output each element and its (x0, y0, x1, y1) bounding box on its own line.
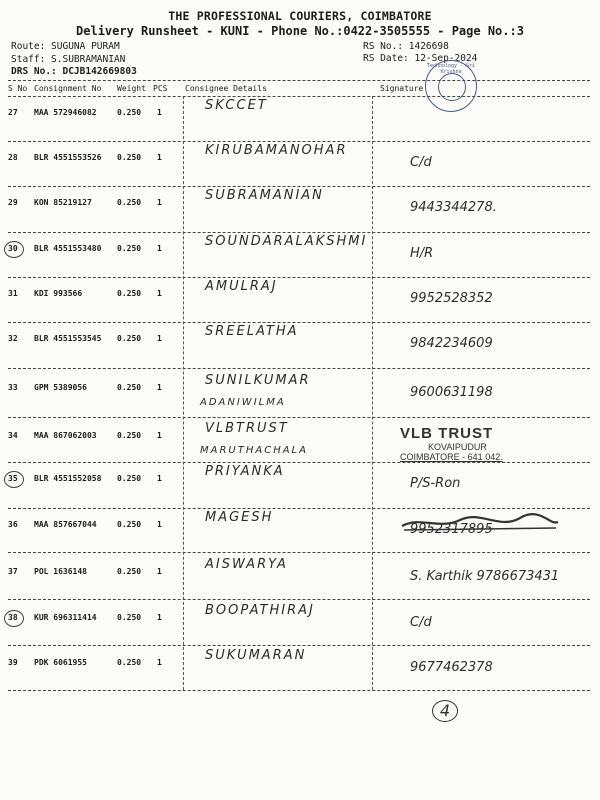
row-weight: 0.250 (117, 153, 142, 162)
row-weight: 0.250 (117, 474, 142, 483)
row-consignee-name: AMULRAJ (205, 279, 278, 294)
row-sno-circle (4, 471, 24, 488)
row-signature-text: 9677462378 (410, 660, 493, 675)
company-title: THE PROFESSIONAL COURIERS, COIMBATORE (168, 9, 432, 23)
row-divider (8, 186, 590, 187)
signature-scribble (400, 512, 560, 534)
row-consignment: MAA 867062003 (34, 431, 97, 440)
row-signature-text: P/S-Ron (410, 476, 461, 491)
row-consignee-name: MAGESH (205, 510, 274, 525)
row-pcs: 1 (157, 658, 162, 667)
row-signature-text: H/R (410, 246, 434, 261)
divider (8, 96, 590, 97)
column-separator (183, 96, 184, 690)
divider (8, 80, 590, 81)
row-pcs: 1 (157, 613, 162, 622)
row-pcs: 1 (157, 108, 162, 117)
row-consignment: PDK 6061955 (34, 658, 87, 667)
row-consignee-name: VLBTRUST (205, 421, 289, 436)
row-sno: 33 (8, 383, 18, 392)
row-divider (8, 599, 590, 600)
row-consignment: BLR 4551553545 (34, 334, 102, 343)
row-weight: 0.250 (117, 108, 142, 117)
row-divider (8, 322, 590, 323)
row-pcs: 1 (157, 153, 162, 162)
row-weight: 0.250 (117, 198, 142, 207)
rs-number: RS No.: 1426698 (363, 41, 449, 52)
row-pcs: 1 (157, 289, 162, 298)
row-consignee-name: BOOPATHIRAJ (205, 603, 315, 618)
row-divider (8, 232, 590, 233)
col-consignment: Consignment No (34, 84, 102, 93)
row-signature-text: 9443344278. (410, 200, 497, 215)
row-consignee-name: SKCCET (205, 98, 268, 113)
row-divider (8, 690, 590, 691)
row-sno-circle (4, 610, 24, 627)
row-consignee-name: KIRUBAMANOHAR (205, 143, 348, 158)
row-sno: 34 (8, 431, 18, 440)
row-divider (8, 368, 590, 369)
row-sno: 36 (8, 520, 18, 529)
row-pcs: 1 (157, 474, 162, 483)
row-sno: 38 (8, 613, 18, 622)
row-weight: 0.250 (117, 431, 142, 440)
row-sno: 37 (8, 567, 18, 576)
row-divider (8, 508, 590, 509)
row-consignee-name: SUBRAMANIAN (205, 188, 324, 203)
row-consignment: BLR 4551552058 (34, 474, 102, 483)
row-consignee-name: AISWARYA (205, 557, 288, 572)
row-consignee-name: PRIYANKA (205, 464, 285, 479)
col-weight: Weight (117, 84, 146, 93)
row-pcs: 1 (157, 334, 162, 343)
row-sno: 39 (8, 658, 18, 667)
row-consignee-name: SUKUMARAN (205, 648, 307, 663)
column-separator (372, 96, 373, 690)
row-sno-circle (4, 241, 24, 258)
row-weight: 0.250 (117, 289, 142, 298)
row-divider (8, 462, 590, 463)
row-pcs: 1 (157, 383, 162, 392)
row-consignee-name: SREELATHA (205, 324, 299, 339)
row-pcs: 1 (157, 198, 162, 207)
row-sno: 32 (8, 334, 18, 343)
row-signature-text: 9842234609 (410, 336, 493, 351)
footer-mark: 4 (432, 700, 458, 722)
row-divider (8, 277, 590, 278)
row-sno: 31 (8, 289, 18, 298)
row-weight: 0.250 (117, 383, 142, 392)
rs-date: RS Date: 12-Sep-2024 (363, 53, 478, 64)
row-divider (8, 552, 590, 553)
row-signature-text: S. Karthik 9786673431 (410, 569, 560, 584)
row-sno: 30 (8, 244, 18, 253)
row-weight: 0.250 (117, 244, 142, 253)
row-signature-text: C/d (410, 615, 432, 630)
row-pcs: 1 (157, 431, 162, 440)
row-sno: 28 (8, 153, 18, 162)
route-label: Route: SUGUNA PURAM (11, 41, 120, 52)
row-consignee-name: SOUNDARALAKSHMI (205, 234, 368, 249)
row-sno: 35 (8, 474, 18, 483)
row-consignment: POL 1636148 (34, 567, 87, 576)
row-divider (8, 645, 590, 646)
col-consignee: Consignee Details (185, 84, 267, 93)
round-stamp (425, 60, 477, 112)
row-signature-text: 9600631198 (410, 385, 493, 400)
row-consignment: KON 85219127 (34, 198, 92, 207)
row-consignment: MAA 857667044 (34, 520, 97, 529)
row-signature-text: C/d (410, 155, 432, 170)
col-pcs: PCS (153, 84, 168, 93)
row-divider (8, 417, 590, 418)
drs-number: DRS No.: DCJB142669803 (11, 66, 137, 77)
row-weight: 0.250 (117, 613, 142, 622)
row-sno: 29 (8, 198, 18, 207)
row-consignee-line2: MARUTHACHALA (200, 445, 308, 456)
row-pcs: 1 (157, 520, 162, 529)
row-pcs: 1 (157, 567, 162, 576)
row-consignment: KDI 993566 (34, 289, 83, 298)
row-consignment: KUR 696311414 (34, 613, 97, 622)
staff-label: Staff: S.SUBRAMANIAN (11, 54, 126, 65)
row-pcs: 1 (157, 244, 162, 253)
row-weight: 0.250 (117, 567, 142, 576)
round-stamp-text: Technology - Sri Krishna (426, 63, 476, 75)
row-signature-text: 9952528352 (410, 291, 493, 306)
row-divider (8, 141, 590, 142)
col-signature: Signature (380, 84, 424, 93)
row-consignment: BLR 4551553480 (34, 244, 102, 253)
col-sno: S No (8, 84, 28, 93)
vlb-trust-stamp: VLB TRUST KOVAIPUDUR COIMBATORE - 641 042. (400, 425, 503, 462)
row-signature-text: 9952317895 (410, 522, 493, 537)
row-weight: 0.250 (117, 658, 142, 667)
row-consignee-name: SUNILKUMAR (205, 373, 311, 388)
row-consignment: MAA 572946082 (34, 108, 97, 117)
row-sno: 27 (8, 108, 18, 117)
row-consignment: BLR 4551553526 (34, 153, 102, 162)
row-weight: 0.250 (117, 520, 142, 529)
row-consignee-line2: ADANIWILMA (200, 397, 286, 408)
row-consignment: GPM 5389056 (34, 383, 87, 392)
runsheet-title: Delivery Runsheet - KUNI - Phone No.:0422-3505555 - Page No.:3 (76, 24, 524, 38)
row-weight: 0.250 (117, 334, 142, 343)
